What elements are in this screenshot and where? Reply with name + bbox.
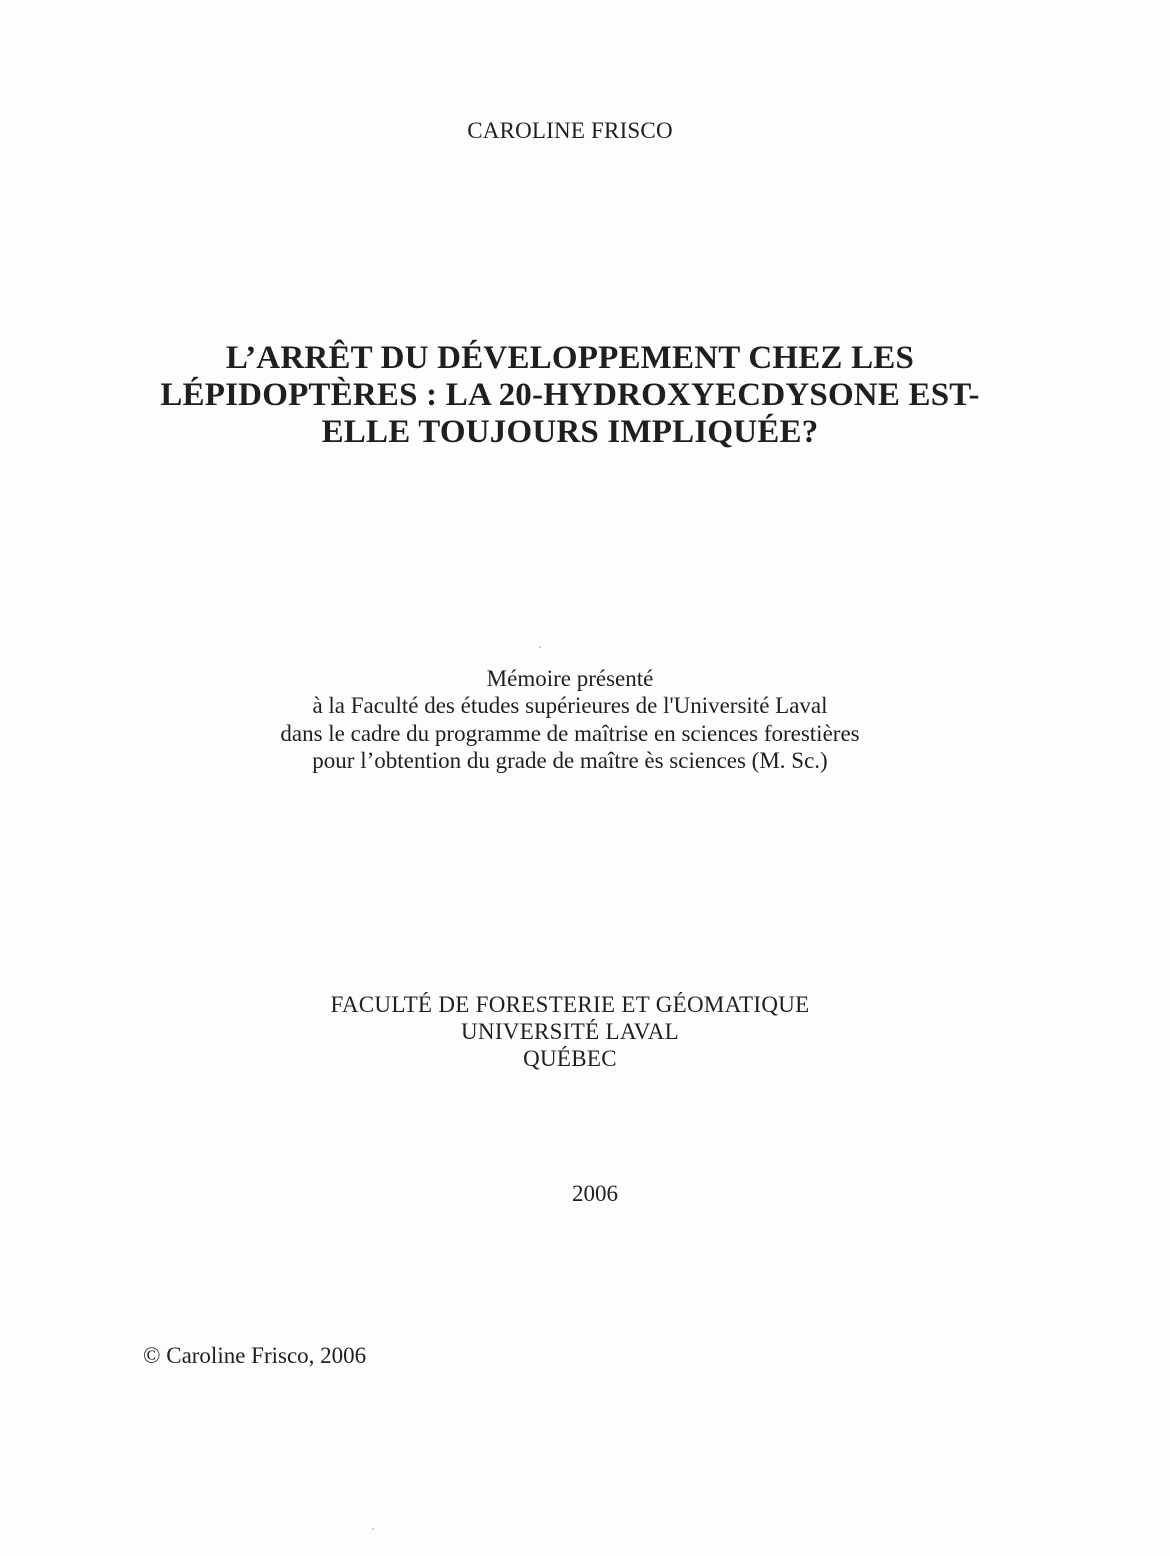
memoire-line-3: dans le cadre du programme de maîtrise en sciences forestières xyxy=(280,721,860,746)
scan-speck xyxy=(539,646,541,648)
faculty-name: FACULTÉ DE FORESTERIE ET GÉOMATIQUE xyxy=(330,992,810,1017)
author-name: CAROLINE FRISCO xyxy=(467,118,673,143)
memoire-line-4: pour l’obtention du grade de maître ès sciences (M. Sc.) xyxy=(312,748,828,773)
thesis-title-line-2: LÉPIDOPTÈRES : LA 20-HYDROXYECDYSONE EST- xyxy=(160,377,980,413)
memoire-line-2: à la Faculté des études supérieures de l'Université Laval xyxy=(312,693,828,718)
year: 2006 xyxy=(572,1181,618,1206)
university-name: UNIVERSITÉ LAVAL xyxy=(461,1019,679,1044)
scan-speck xyxy=(372,1528,374,1530)
memoire-line-1: Mémoire présenté xyxy=(486,666,654,691)
thesis-title-line-1: L’ARRÊT DU DÉVELOPPEMENT CHEZ LES xyxy=(225,340,915,376)
thesis-title-line-3: ELLE TOUJOURS IMPLIQUÉE? xyxy=(321,414,819,450)
copyright-notice: © Caroline Frisco, 2006 xyxy=(143,1343,367,1368)
city-name: QUÉBEC xyxy=(523,1046,617,1071)
